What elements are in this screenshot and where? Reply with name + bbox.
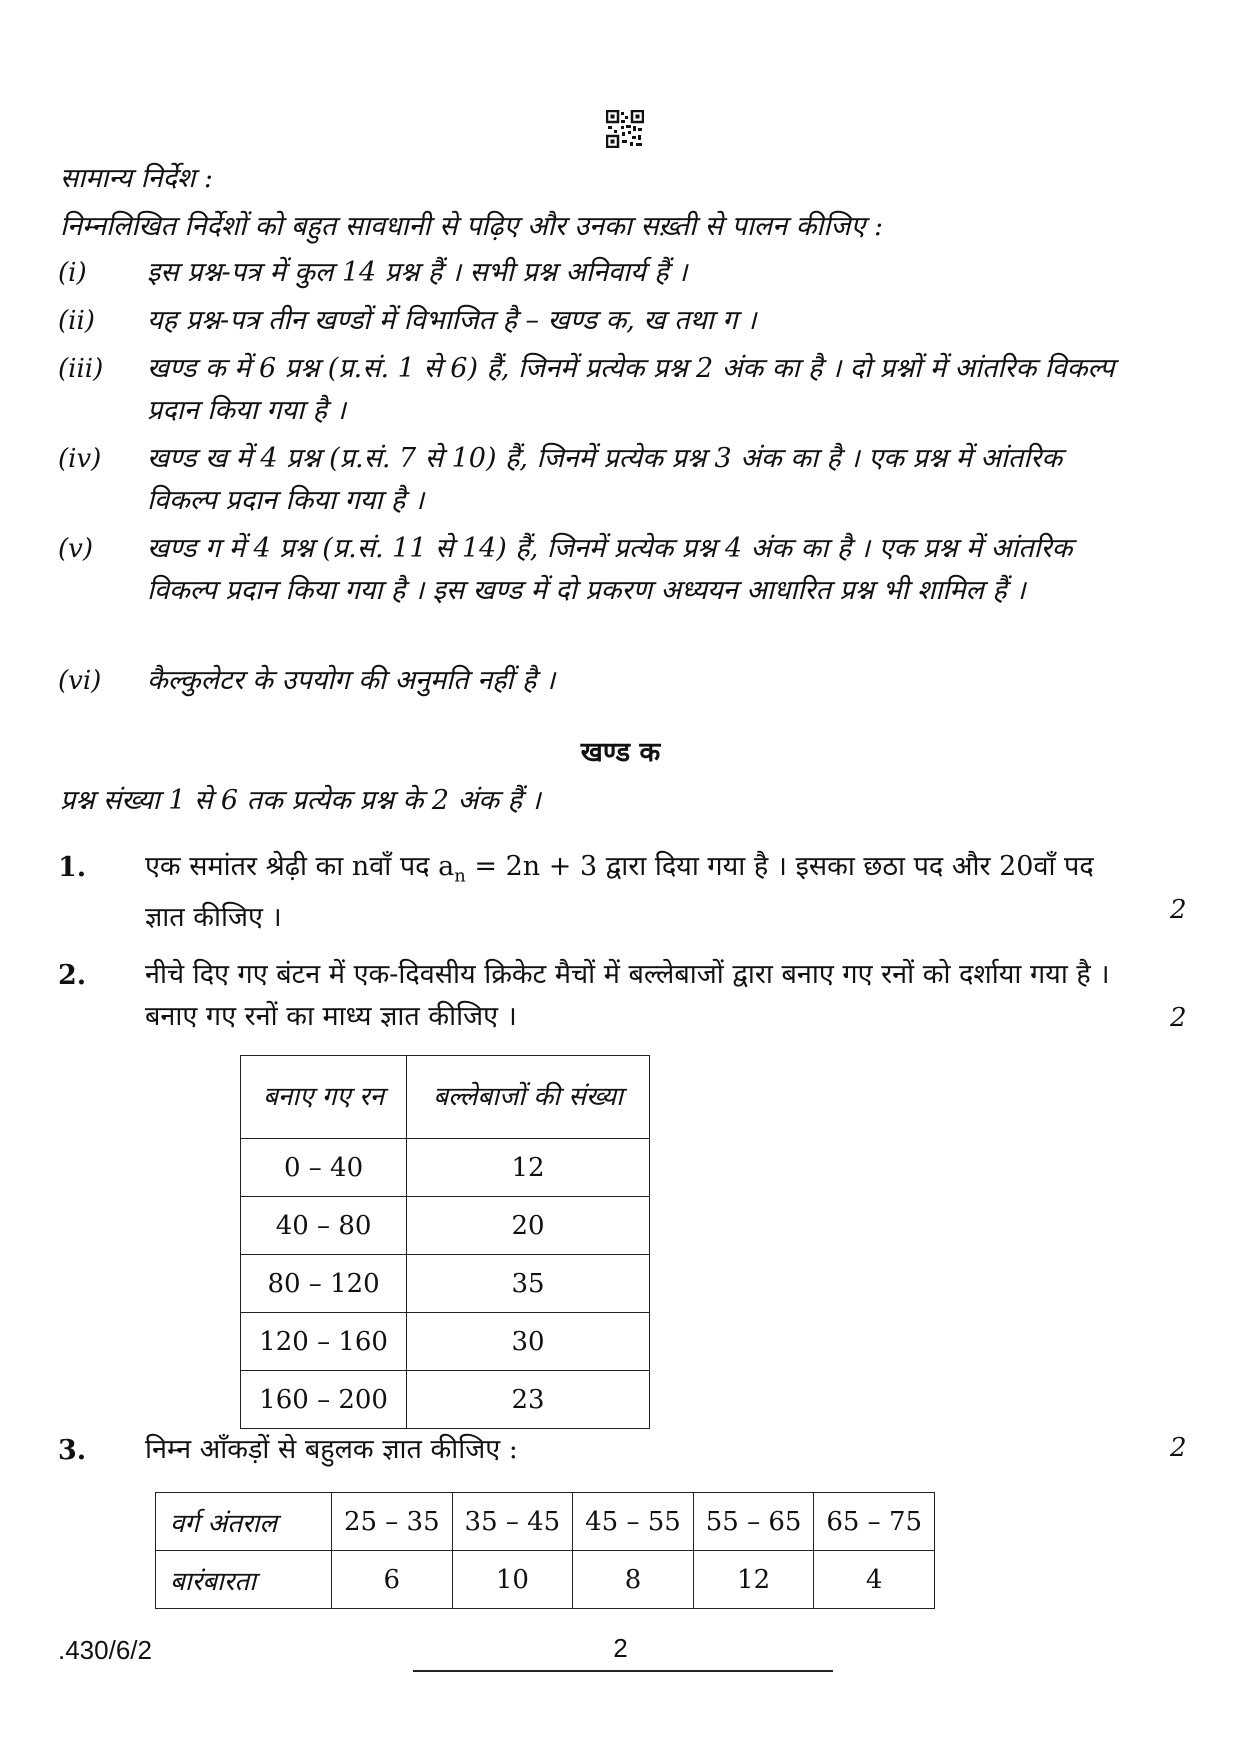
instruction-text: इस प्रश्न-पत्र में कुल 14 प्रश्न हैं । सभी प्रश्न अनिवार्य हैं । (147, 257, 688, 288)
page-number: 2 (613, 1633, 628, 1663)
question-number: 1. (58, 852, 87, 883)
qr-code-icon (606, 110, 644, 148)
instruction-number: (ii) (58, 306, 95, 336)
question-text: एक समांतर श्रेढ़ी का nवाँ पद $a_n = 2n + 3$ द्वारा दिया गया है । इसका छठा पद और 20वाँ पद ज्ञात कीजिए । (145, 851, 1094, 934)
section-note: प्रश्न संख्या 1 से 6 तक प्रत्येक प्रश्न के 2 अंक हैं । (60, 785, 541, 816)
question-text: नीचे दिए गए बंटन में एक-दिवसीय क्रिकेट मैचों में बल्लेबाजों द्वारा बनाए गए रनों को दर्शाया गया है । बनाए गए रनों का माध्य ज्ञात कीजिए । (145, 959, 1110, 1032)
instruction-text: खण्ड क में 6 प्रश्न (प्र.सं. 1 से 6) हैं, जिनमें प्रत्येक प्रश्न 2 अंक का है । दो प्रश्नों में आंतरिक विकल्प प्रदान किया गया है । (147, 353, 1115, 426)
instruction-number: (i) (58, 258, 87, 288)
runs-distribution-table (240, 1055, 650, 1429)
instructions-intro: निम्नलिखित निर्देशों को बहुत सावधानी से पढ़िए और उनका सख़्ती से पालन कीजिए : (60, 211, 884, 242)
question-marks: 2 (1170, 895, 1187, 925)
table-row: 120 – 160 30 (241, 1313, 650, 1371)
instructions-title: सामान्य निर्देश : (60, 163, 213, 194)
footer-divider (413, 1670, 833, 1672)
question-marks: 2 (1170, 1003, 1187, 1033)
table-row: 0 – 40 12 (241, 1139, 650, 1197)
instruction-number: (v) (58, 534, 93, 564)
class-frequency-table (155, 1492, 935, 1609)
instruction-text: खण्ड ख में 4 प्रश्न (प्र.सं. 7 से 10) हैं, जिनमें प्रत्येक प्रश्न 3 अंक का है । एक प्रश्न में आंतरिक विकल्प प्रदान किया गया है । (147, 443, 1063, 516)
paper-code: .430/6/2 (58, 1635, 152, 1665)
instruction-text: खण्ड ग में 4 प्रश्न (प्र.सं. 11 से 14) हैं, जिनमें प्रत्येक प्रश्न 4 अंक का है । एक प्रश्न में आंतरिक विकल्प प्रदान किया गया है । इस खण्ड में दो प्रकरण अध्ययन आधारित प्रश्न भी शामिल हैं । (147, 533, 1073, 606)
table-row: वर्ग अंतराल 25 – 35 35 – 45 45 – 55 55 – 65 65 – 75 (156, 1493, 935, 1551)
question-text: निम्न आँकड़ों से बहुलक ज्ञात कीजिए : (145, 1434, 518, 1465)
question-marks: 2 (1170, 1433, 1187, 1463)
row-label: वर्ग अंतराल (156, 1493, 332, 1551)
instruction-text: कैल्कुलेटर के उपयोग की अनुमति नहीं है । (147, 665, 556, 696)
instruction-number: (iii) (58, 354, 104, 384)
table-row: 80 – 120 35 (241, 1255, 650, 1313)
instruction-number: (iv) (58, 444, 102, 474)
question-number: 2. (58, 960, 87, 991)
table-header: बनाए गए रन (241, 1056, 407, 1139)
table-header: बल्लेबाजों की संख्या (407, 1056, 650, 1139)
instruction-number: (vi) (58, 666, 102, 696)
question-number: 3. (58, 1435, 87, 1466)
instruction-text: यह प्रश्न-पत्र तीन खण्डों में विभाजित है – खण्ड क, ख तथा ग । (147, 305, 757, 336)
row-label: बारंबारता (156, 1551, 332, 1609)
section-title: खण्ड क (580, 737, 661, 768)
table-row: बारंबारता 6 10 8 12 4 (156, 1551, 935, 1609)
table-row: 160 – 200 23 (241, 1371, 650, 1429)
table-header-row (241, 1056, 650, 1139)
table-row: 40 – 80 20 (241, 1197, 650, 1255)
